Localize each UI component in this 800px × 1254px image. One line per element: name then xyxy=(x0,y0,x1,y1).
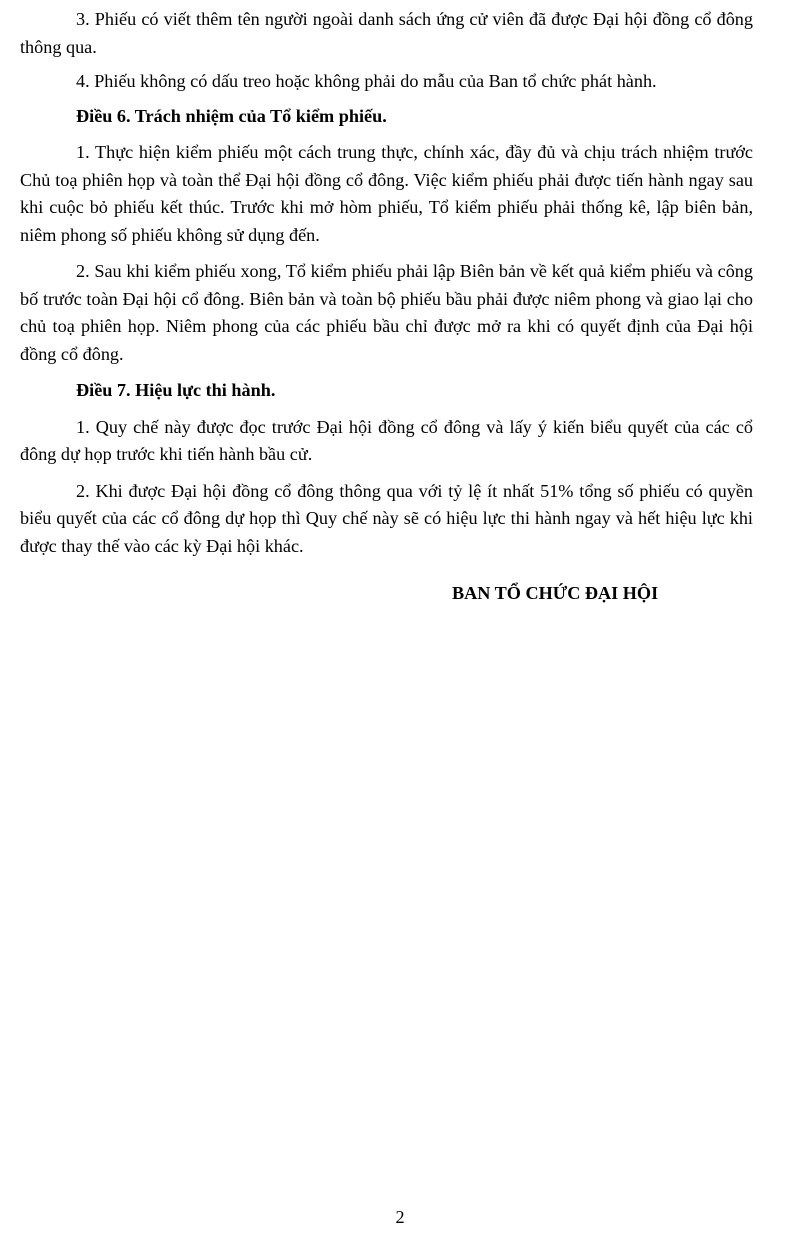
article-7-heading: Điều 7. Hiệu lực thi hành. xyxy=(76,380,276,400)
page-number: 2 xyxy=(395,1207,405,1227)
document-body xyxy=(20,6,753,560)
organizing-committee-signature: BAN TỔ CHỨC ĐẠI HỘI xyxy=(452,583,659,603)
article-7-clause-2: 2. Khi được Đại hội đồng cổ đông thông qua với tỷ lệ ít nhất 51% tổng số phiếu có quyền biểu quyết của các cổ đông dự họp thì Quy chế này sẽ có hiệu lực thi hành ngay và hết hiệu lực khi được thay thế vào các kỳ Đại hội khác. xyxy=(20,480,753,556)
article-6-heading: Điều 6. Trách nhiệm của Tổ kiểm phiếu. xyxy=(76,105,387,126)
paragraph-3-ineligible-candidate: 3. Phiếu có viết thêm tên người ngoài danh sách ứng cử viên đã được Đại hội đồng cổ đông thông qua. xyxy=(20,9,753,57)
paragraph-4-missing-stamp: 4. Phiếu không có dấu treo hoặc không phải do mẫu của Ban tổ chức phát hành. xyxy=(76,71,657,91)
article-6-clause-2: 2. Sau khi kiểm phiếu xong, Tổ kiểm phiếu phải lập Biên bản về kết quả kiểm phiếu và công bố trước toàn Đại hội cổ đông. Biên bản và toàn bộ phiếu bầu phải được niêm phong và giao lại cho chủ toạ phiên họp. Niêm phong của các phiếu bầu chỉ được mở ra khi có quyết định của Đại hội đồng cổ đông. xyxy=(20,261,753,364)
article-6-clause-1: 1. Thực hiện kiểm phiếu một cách trung thực, chính xác, đầy đủ và chịu trách nhiệm trước Chủ toạ phiên họp và toàn thể Đại hội đồng cổ đông. Việc kiểm phiếu phải được tiến hành ngay sau khi cuộc bỏ phiếu kết thúc. Trước khi mở hòm phiếu, Tổ kiểm phiếu phải thống kê, lập biên bản, niêm phong số phiếu không sử dụng đến. xyxy=(20,142,753,245)
article-7-clause-1: 1. Quy chế này được đọc trước Đại hội đồng cổ đông và lấy ý kiến biểu quyết của các cổ đông dự họp trước khi tiến hành bầu cử. xyxy=(20,416,753,464)
